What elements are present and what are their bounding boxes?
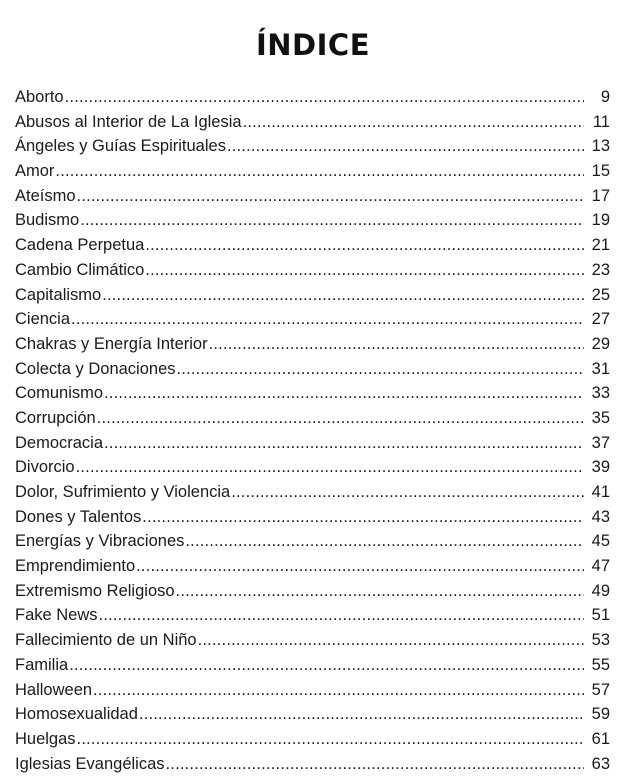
toc-entry — [15, 159, 610, 184]
dot-leader — [145, 233, 584, 258]
toc-entry — [15, 85, 610, 110]
toc-entry — [15, 357, 610, 382]
dot-leader — [93, 678, 584, 703]
dot-leader — [145, 258, 584, 283]
entry-title: Iglesias Evangélicas — [15, 754, 165, 773]
entry-page-number: 37 — [591, 433, 610, 452]
entry-page-number: 45 — [591, 532, 610, 551]
toc-entry — [15, 529, 610, 554]
toc-entry — [15, 283, 610, 308]
dot-leader — [209, 332, 584, 357]
page-title: ÍNDICE — [255, 28, 370, 63]
entry-title: Aborto — [15, 88, 64, 106]
entry-page-number: 27 — [591, 310, 610, 329]
entry-page-number: 61 — [591, 729, 610, 748]
entry-page-number: 49 — [591, 581, 610, 600]
entry-page-number: 43 — [591, 507, 610, 526]
entry-title: Emprendimiento — [15, 557, 136, 576]
entry-page-number: 55 — [591, 655, 610, 674]
dot-leader — [231, 480, 584, 505]
dot-leader — [80, 208, 584, 233]
dot-leader — [198, 628, 584, 653]
entry-title: Familia — [15, 655, 69, 674]
toc-entry — [15, 307, 610, 332]
entry-title: Budismo — [15, 211, 80, 230]
toc-entry — [15, 628, 610, 653]
entry-page-number: 15 — [591, 162, 610, 181]
entry-title: Democracia — [15, 433, 104, 452]
entry-page-number: 41 — [591, 483, 610, 501]
entry-page-number: 23 — [591, 260, 610, 279]
entry-page-number: 63 — [591, 754, 610, 773]
entry-page-number: 59 — [591, 705, 610, 724]
dot-leader — [177, 357, 584, 382]
toc-entry — [15, 505, 610, 530]
entry-page-number: 33 — [591, 384, 610, 403]
entry-page-number: 9 — [600, 88, 610, 106]
toc-entry — [15, 406, 610, 431]
entry-page-number: 19 — [591, 211, 610, 230]
table-of-contents — [15, 85, 610, 776]
dot-leader — [139, 702, 584, 727]
toc-entry — [15, 110, 610, 135]
entry-page-number: 47 — [591, 557, 610, 576]
dot-leader — [104, 431, 584, 456]
entry-title: Colecta y Donaciones — [15, 359, 176, 378]
toc-entry — [15, 727, 610, 752]
entry-title: Cadena Perpetua — [15, 236, 145, 255]
entry-page-number: 51 — [591, 606, 610, 625]
entry-title: Extremismo Religioso — [15, 581, 175, 600]
entry-title: Huelgas — [15, 729, 76, 748]
entry-page-number: 31 — [591, 359, 610, 378]
entry-title: Capitalismo — [15, 285, 102, 304]
entry-page-number: 13 — [591, 137, 610, 156]
toc-entry — [15, 258, 610, 283]
dot-leader — [104, 381, 584, 406]
dot-leader — [136, 554, 584, 579]
toc-entry — [15, 653, 610, 678]
entry-page-number: 53 — [591, 631, 610, 650]
toc-entry — [15, 455, 610, 480]
entry-title: Homosexualidad — [15, 705, 138, 724]
entry-title: Dolor, Sufrimiento y Violencia — [15, 483, 231, 501]
entry-title: Ángeles y Guías Espirituales — [15, 137, 226, 156]
dot-leader — [99, 603, 584, 628]
entry-title: Dones y Talentos — [15, 507, 142, 526]
entry-page-number: 39 — [591, 458, 610, 477]
entry-page-number: 29 — [591, 334, 610, 353]
dot-leader — [243, 110, 584, 135]
dot-leader — [102, 283, 584, 308]
toc-entry — [15, 431, 610, 456]
dot-leader — [166, 752, 585, 777]
entry-page-number: 17 — [591, 186, 610, 205]
entry-title: Corrupción — [15, 408, 96, 427]
entry-title: Chakras y Energía Interior — [15, 334, 208, 353]
toc-entry — [15, 233, 610, 258]
dot-leader — [142, 505, 584, 530]
entry-title: Cambio Climático — [15, 260, 145, 279]
dot-leader — [77, 727, 584, 752]
entry-title: Ateísmo — [15, 186, 76, 205]
toc-entry — [15, 184, 610, 209]
dot-leader — [76, 455, 584, 480]
dot-leader — [69, 653, 584, 678]
dot-leader — [97, 406, 584, 431]
dot-leader — [65, 85, 584, 110]
toc-entry — [15, 134, 610, 159]
dot-leader — [55, 159, 584, 184]
dot-leader — [227, 134, 584, 159]
toc-entry — [15, 603, 610, 628]
entry-title: Amor — [15, 162, 55, 181]
toc-entry — [15, 702, 610, 727]
dot-leader — [71, 307, 584, 332]
toc-entry — [15, 480, 610, 505]
toc-entry — [15, 678, 610, 703]
toc-entry — [15, 208, 610, 233]
entry-title: Fake News — [15, 606, 98, 625]
dot-leader — [176, 579, 584, 604]
entry-page-number: 57 — [591, 680, 610, 699]
entry-title: Energías y Vibraciones — [15, 532, 185, 551]
entry-title: Halloween — [15, 680, 93, 699]
toc-entry — [15, 554, 610, 579]
toc-entry — [15, 332, 610, 357]
entry-title: Divorcio — [15, 458, 75, 477]
entry-page-number: 25 — [591, 285, 610, 304]
entry-title: Fallecimiento de un Niño — [15, 631, 197, 650]
toc-entry — [15, 752, 610, 777]
entry-title: Abusos al Interior de La Iglesia — [15, 112, 242, 131]
entry-title: Ciencia — [15, 310, 71, 329]
entry-page-number: 21 — [591, 236, 610, 255]
dot-leader — [77, 184, 584, 209]
toc-entry — [15, 381, 610, 406]
entry-title: Comunismo — [15, 384, 104, 403]
toc-entry — [15, 579, 610, 604]
entry-page-number: 11 — [592, 112, 610, 131]
entry-page-number: 35 — [591, 408, 610, 427]
dot-leader — [185, 529, 584, 554]
